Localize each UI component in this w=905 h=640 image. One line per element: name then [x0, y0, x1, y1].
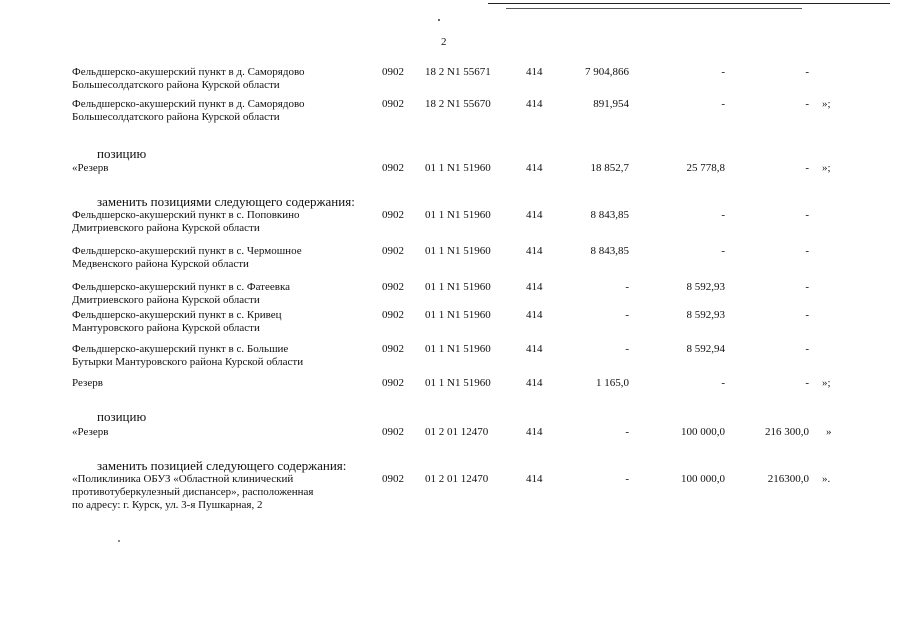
cell-expense-type: 414 [526, 309, 543, 321]
cell-target-article: 01 2 01 12470 [425, 426, 489, 438]
cell-expense-type: 414 [526, 473, 543, 485]
cell-year-2: 8 592,93 [686, 281, 725, 293]
cell-section: 0902 [382, 162, 404, 174]
cell-year-1: - [625, 281, 629, 293]
cell-target-article: 01 1 N1 51960 [425, 377, 491, 389]
cell-year-3: - [805, 343, 809, 355]
cell-target-article: 01 1 N1 51960 [425, 309, 491, 321]
cell-target-article: 01 1 N1 51960 [425, 343, 491, 355]
cell-year-1: 8 843,85 [590, 245, 629, 257]
cell-target-article: 01 1 N1 51960 [425, 162, 491, 174]
cell-year-2: - [721, 245, 725, 257]
row-name: Фельдшерско-акушерский пункт в с. Поповкино Дмитриевского района Курской области [72, 209, 300, 234]
cell-expense-type: 414 [526, 162, 543, 174]
scan-speck [118, 540, 120, 542]
row-name: Фельдшерско-акушерский пункт в д. Саморядово Большесолдатского района Курской области [72, 66, 305, 91]
cell-year-1: - [625, 309, 629, 321]
cell-year-3: - [805, 162, 809, 174]
cell-year-3: - [805, 66, 809, 78]
cell-tail: ». [822, 473, 831, 485]
cell-year-3: - [805, 281, 809, 293]
cell-year-3: 216300,0 [767, 473, 809, 485]
cell-year-2: - [721, 209, 725, 221]
cell-expense-type: 414 [526, 426, 543, 438]
cell-expense-type: 414 [526, 377, 543, 389]
cell-tail: »; [822, 377, 831, 389]
cell-year-3: - [805, 377, 809, 389]
row-name: Резерв [72, 377, 103, 389]
cell-year-1: - [625, 473, 629, 485]
top-rule-secondary [506, 8, 802, 9]
cell-expense-type: 414 [526, 281, 543, 293]
cell-year-3: - [805, 309, 809, 321]
section-heading: заменить позицией следующего содержания: [97, 458, 347, 473]
cell-year-3: - [805, 98, 809, 110]
cell-year-1: 7 904,866 [585, 66, 629, 78]
cell-year-1: 8 843,85 [590, 209, 629, 221]
row-name: «Резерв [72, 162, 109, 174]
section-heading: заменить позициями следующего содержания: [97, 194, 355, 209]
cell-section: 0902 [382, 98, 404, 110]
cell-year-2: - [721, 98, 725, 110]
cell-target-article: 01 2 01 12470 [425, 473, 489, 485]
cell-expense-type: 414 [526, 245, 543, 257]
row-name: «Поликлиника ОБУЗ «Областной клинический противотуберкулезный диспансер», расположенная по адресу: г. Курск, ул. 3-я Пушкарная, 2 [72, 473, 314, 511]
cell-section: 0902 [382, 377, 404, 389]
top-rule [488, 3, 890, 4]
cell-target-article: 01 1 N1 51960 [425, 209, 491, 221]
cell-expense-type: 414 [526, 98, 543, 110]
cell-target-article: 01 1 N1 51960 [425, 245, 491, 257]
row-name: Фельдшерско-акушерский пункт в с. Фатеевка Дмитриевского района Курской области [72, 281, 291, 306]
cell-section: 0902 [382, 309, 404, 321]
row-name: Фельдшерско-акушерский пункт в д. Саморядово Большесолдатского района Курской области [72, 98, 305, 123]
scan-speck [438, 19, 440, 21]
cell-tail: »; [822, 162, 831, 174]
page-number: 2 [441, 36, 447, 48]
cell-year-2: 8 592,94 [686, 343, 725, 355]
row-name: «Резерв [72, 426, 109, 438]
cell-year-1: - [625, 343, 629, 355]
row-name: Фельдшерско-акушерский пункт в с. Кривец Мантуровского района Курской области [72, 309, 282, 334]
cell-year-1: 18 852,7 [590, 162, 629, 174]
cell-year-2: - [721, 66, 725, 78]
cell-section: 0902 [382, 281, 404, 293]
cell-year-2: 25 778,8 [686, 162, 725, 174]
cell-year-3: - [805, 245, 809, 257]
cell-year-2: 8 592,93 [686, 309, 725, 321]
cell-section: 0902 [382, 245, 404, 257]
cell-target-article: 18 2 N1 55671 [425, 66, 491, 78]
cell-year-1: 1 165,0 [596, 377, 629, 389]
section-heading: позицию [97, 146, 147, 161]
cell-year-2: - [721, 377, 725, 389]
cell-target-article: 18 2 N1 55670 [425, 98, 491, 110]
cell-section: 0902 [382, 426, 404, 438]
cell-section: 0902 [382, 209, 404, 221]
cell-year-1: 891,954 [593, 98, 629, 110]
cell-target-article: 01 1 N1 51960 [425, 281, 491, 293]
cell-year-3: - [805, 209, 809, 221]
row-name: Фельдшерско-акушерский пункт в с. Чермошное Медвенского района Курской области [72, 245, 302, 270]
cell-year-1: - [625, 426, 629, 438]
cell-year-2: 100 000,0 [681, 426, 725, 438]
cell-expense-type: 414 [526, 209, 543, 221]
cell-section: 0902 [382, 343, 404, 355]
cell-year-2: 100 000,0 [681, 473, 725, 485]
cell-year-3: 216 300,0 [765, 426, 809, 438]
cell-expense-type: 414 [526, 343, 543, 355]
cell-section: 0902 [382, 66, 404, 78]
section-heading: позицию [97, 409, 147, 424]
cell-expense-type: 414 [526, 66, 543, 78]
cell-tail: »; [822, 98, 831, 110]
cell-tail: » [826, 426, 832, 438]
cell-section: 0902 [382, 473, 404, 485]
row-name: Фельдшерско-акушерский пункт в с. Большие Бутырки Мантуровского района Курской области [72, 343, 304, 368]
